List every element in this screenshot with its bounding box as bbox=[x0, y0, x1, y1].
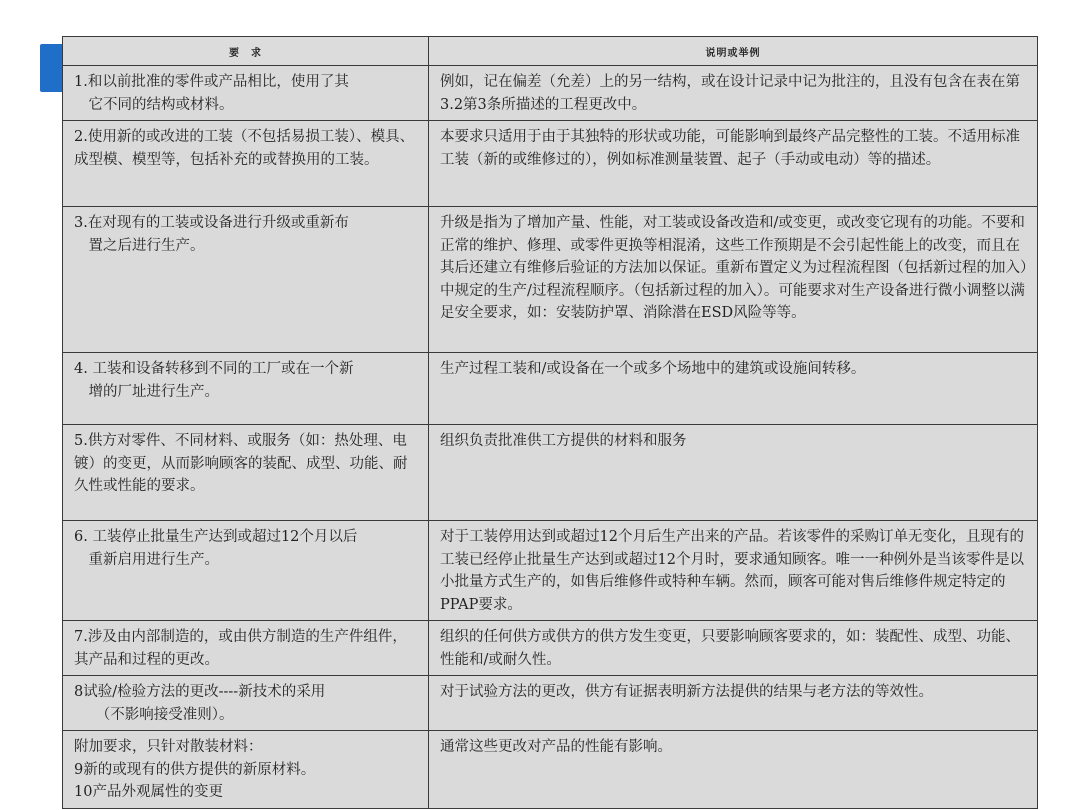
table-row bbox=[63, 121, 1038, 207]
description-cell: 对于工装停用达到或超过12个月后生产出来的产品。若该零件的采购订单无变化，且现有的工装已经停止批量生产达到或超过12个月时，要求通知顾客。唯一一种例外是当该零件是以小批量方式生产的，如售后维修件或特种车辆。然而，顾客可能对售后维修件规定特定的PPAP要求。 bbox=[429, 521, 1038, 621]
requirement-line: 重新启用进行生产。 bbox=[74, 551, 219, 568]
requirement-line: 置之后进行生产。 bbox=[74, 237, 205, 254]
requirement-line: 3.在对现有的工装或设备进行升级或重新布 bbox=[74, 215, 349, 231]
description-cell: 组织的任何供方或供方的供方发生变更，只要影响顾客要求的，如：装配性、成型、功能、性能和/或耐久性。 bbox=[429, 621, 1038, 676]
table-row bbox=[63, 621, 1038, 676]
requirement-cell: 5.供方对零件、不同材料、或服务（如：热处理、电镀）的变更，从而影响顾客的装配、成型、功能、耐久性或性能的要求。 bbox=[63, 425, 429, 521]
requirement-cell bbox=[63, 353, 429, 425]
description-cell: 本要求只适用于由于其独特的形状或功能，可能影响到最终产品完整性的工装。不适用标准工装（新的或维修过的），例如标准测量装置、起子（手动或电动）等的描述。 bbox=[429, 121, 1038, 207]
ppap-requirements-table bbox=[62, 36, 1038, 809]
table-row bbox=[63, 353, 1038, 425]
requirement-line: （不影响接受准则）。 bbox=[74, 706, 234, 723]
description-cell: 升级是指为了增加产量、性能，对工装或设备改造和/或变更，或改变它现有的功能。不要和正常的维护、修理、或零件更换等相混淆，这些工作预期是不会引起性能上的改变，而且在其后还建立有维修后验证的方法加以保证。重新布置定义为过程流程图（包括新过程的加入）中规定的生产/过程流程顺序。（包括新过程的加入）。可能要求对生产设备进行微小调整以满足安全要求，如：安装防护罩、消除潜在ESD风险等等。 bbox=[429, 207, 1038, 353]
requirement-cell bbox=[63, 66, 429, 121]
requirement-line: 8试验/检验方法的更改----新技术的采用 bbox=[74, 684, 326, 700]
requirement-cell bbox=[63, 676, 429, 731]
description-cell: 通常这些更改对产品的性能有影响。 bbox=[429, 731, 1038, 809]
table-row bbox=[63, 425, 1038, 521]
requirement-cell: 2.使用新的或改进的工装（不包括易损工装）、模具、成型模、模型等，包括补充的或替换用的工装。 bbox=[63, 121, 429, 207]
table-row bbox=[63, 676, 1038, 731]
requirement-cell bbox=[63, 521, 429, 621]
requirement-line: 6. 工装停止批量生产达到或超过12个月以后 bbox=[74, 529, 358, 545]
description-cell: 组织负责批准供工方提供的材料和服务 bbox=[429, 425, 1038, 521]
table-row bbox=[63, 207, 1038, 353]
table-row bbox=[63, 66, 1038, 121]
table-row bbox=[63, 521, 1038, 621]
requirement-line: 1.和以前批准的零件或产品相比，使用了其 bbox=[74, 74, 349, 90]
requirement-line: 增的厂址进行生产。 bbox=[74, 383, 219, 400]
requirement-cell bbox=[63, 207, 429, 353]
description-cell: 例如，记在偏差（允差）上的另一结构，或在设计记录中记为批注的，且没有包含在表在第3.2第3条所描述的工程更改中。 bbox=[429, 66, 1038, 121]
table-header-row bbox=[63, 37, 1038, 66]
header-description: 说明或举例 bbox=[429, 37, 1038, 66]
requirement-line: 10产品外观属性的变更 bbox=[74, 784, 223, 800]
requirement-line: 9新的或现有的供方提供的新原材料。 bbox=[74, 761, 316, 778]
table-row bbox=[63, 731, 1038, 809]
requirement-cell bbox=[63, 731, 429, 809]
requirement-line: 它不同的结构或材料。 bbox=[74, 96, 234, 113]
requirement-cell: 7.涉及由内部制造的，或由供方制造的生产件组件，其产品和过程的更改。 bbox=[63, 621, 429, 676]
requirement-line: 附加要求，只针对散装材料： bbox=[74, 739, 263, 755]
description-cell: 生产过程工装和/或设备在一个或多个场地中的建筑或设施间转移。 bbox=[429, 353, 1038, 425]
requirement-line: 4. 工装和设备转移到不同的工厂或在一个新 bbox=[74, 361, 354, 377]
description-cell: 对于试验方法的更改，供方有证据表明新方法提供的结果与老方法的等效性。 bbox=[429, 676, 1038, 731]
header-requirement: 要 求 bbox=[63, 37, 429, 66]
